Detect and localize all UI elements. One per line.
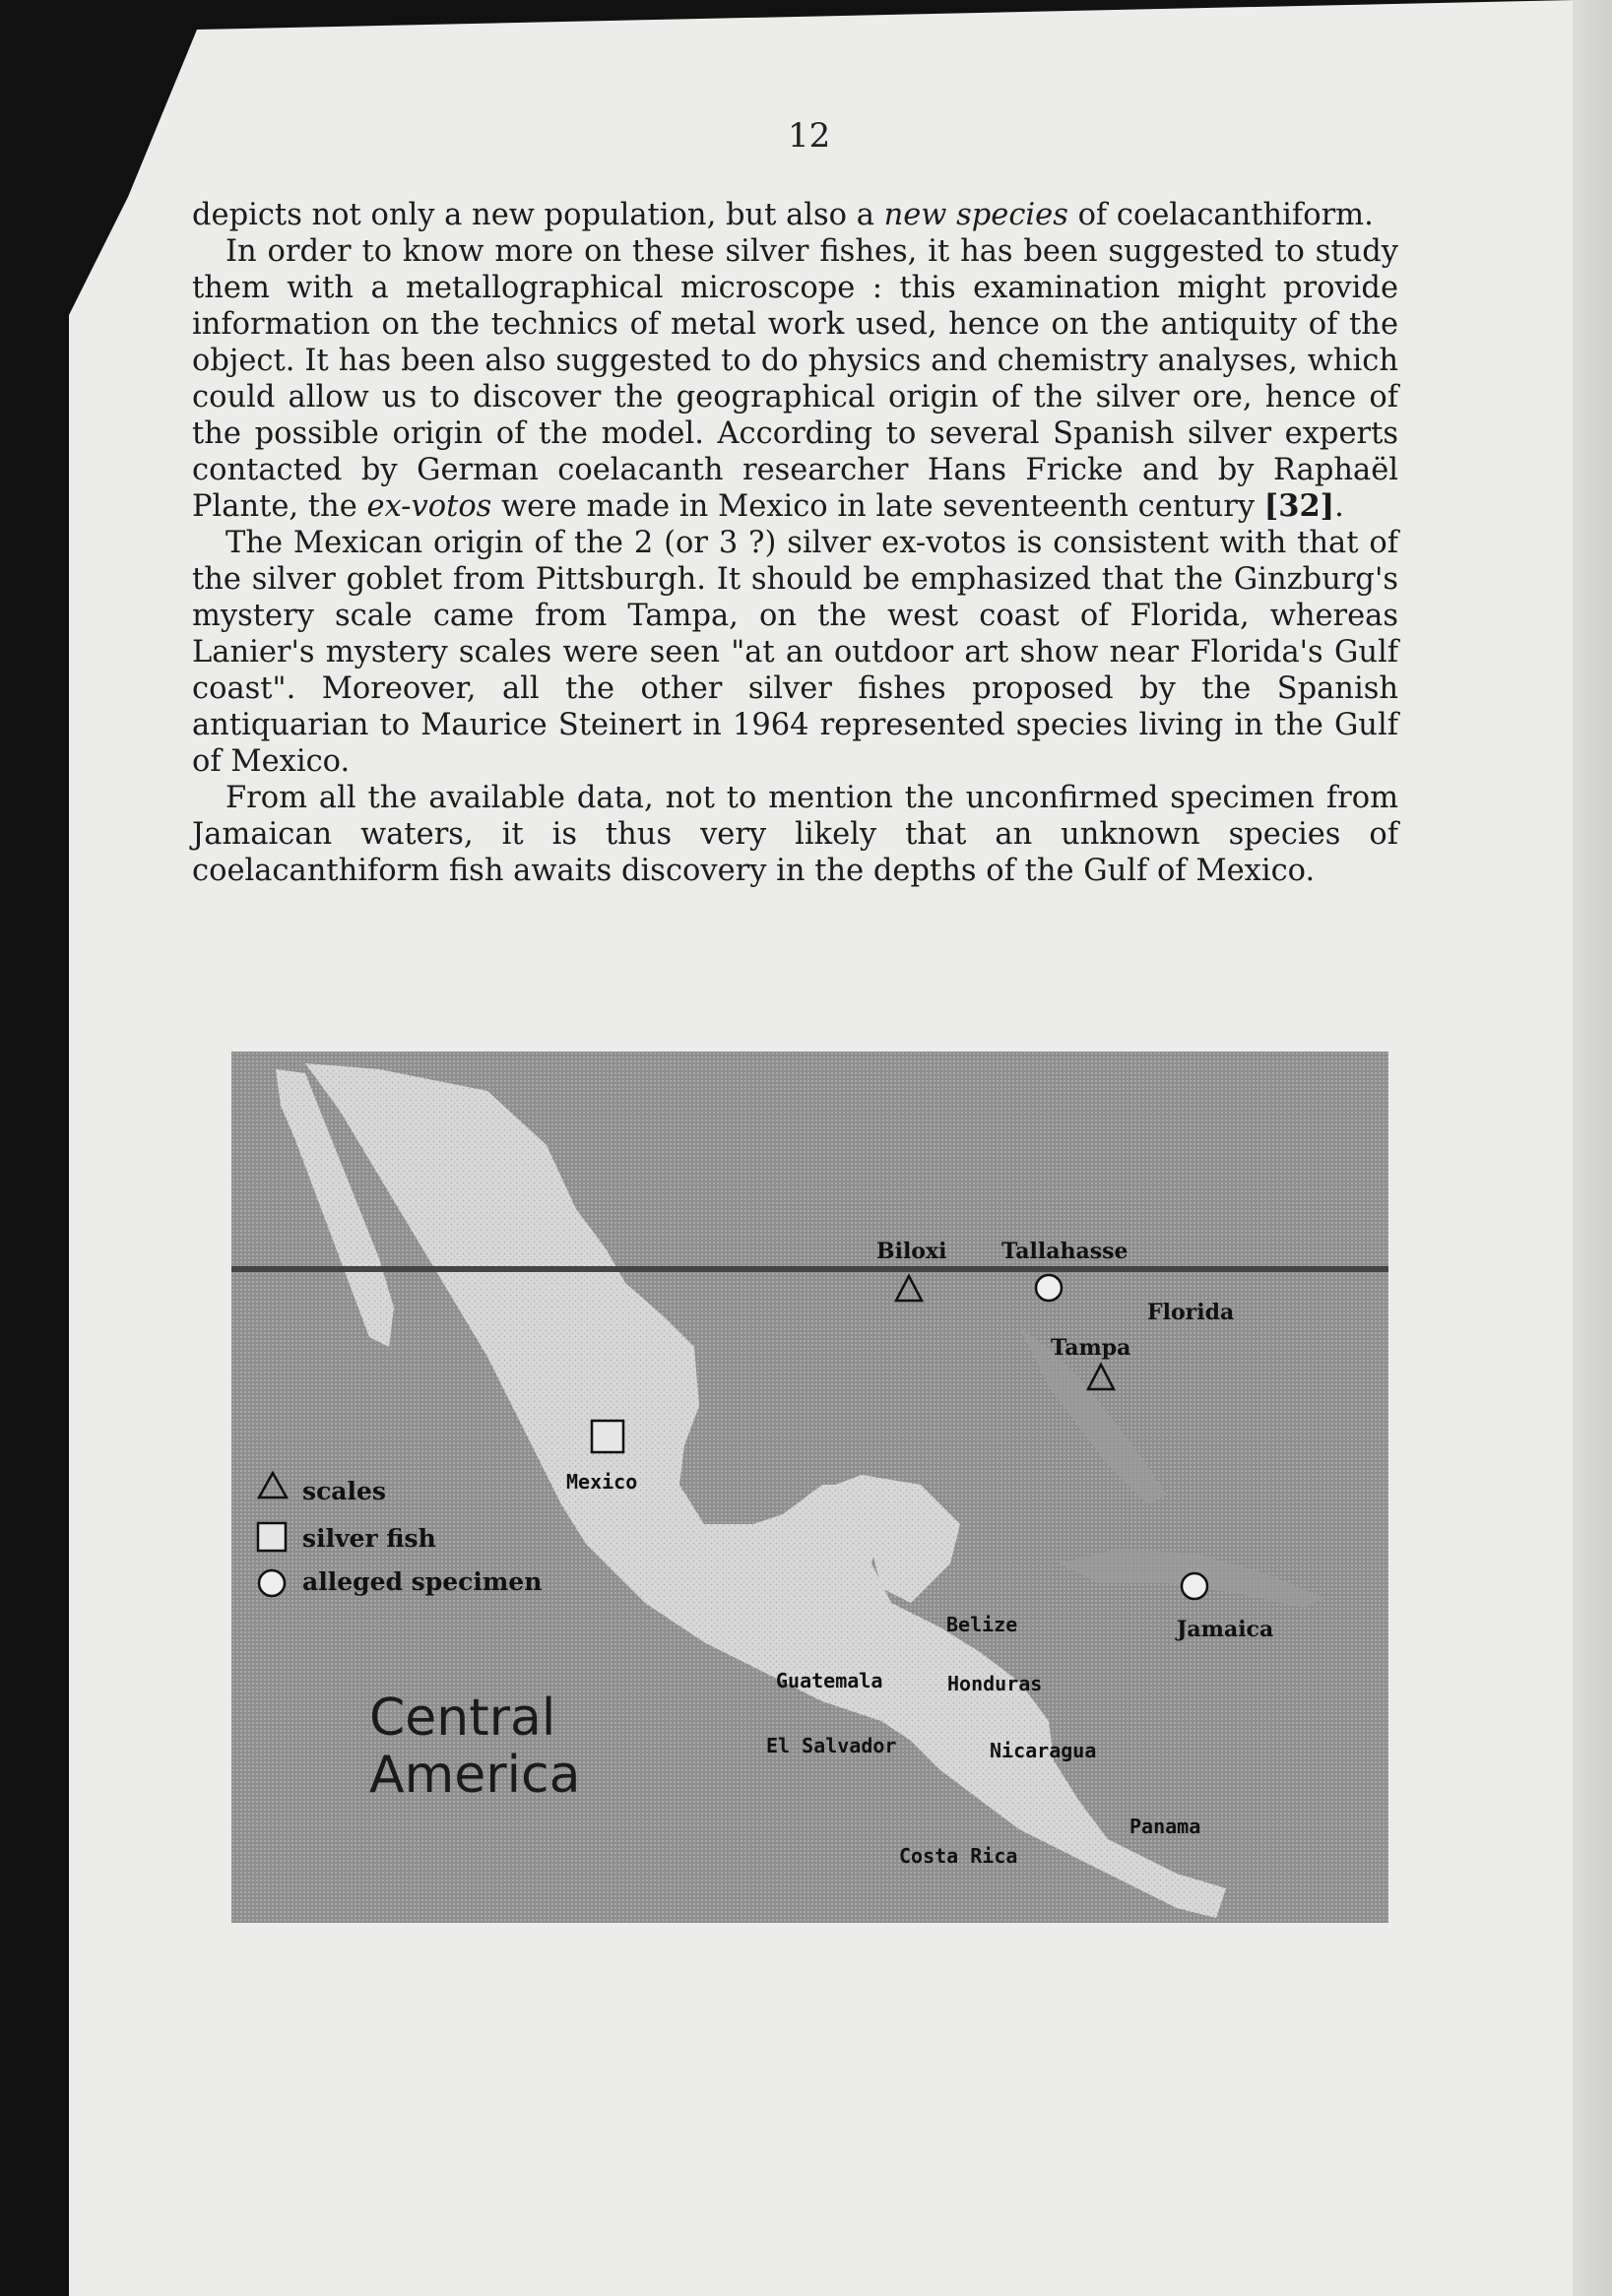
alleged-specimen-marker-tallahasse <box>1036 1275 1062 1301</box>
page-edge <box>1573 0 1612 2296</box>
latitude-line <box>231 1266 1388 1272</box>
paragraph-2: In order to know more on these silver fishes, it has been suggested to study them with a metallographical microscope : this examination might provide information on the technics of metal work used, hence on the antiquity of the object. It has been also suggested to do physics and chemistry analyses, which could allow us to discover the geographical origin of the silver ore, hence of the possible origin of the model. According to several Spanish silver experts contacted by German coelacanth researcher Hans Fricke and by Raphaël Plante, the ex-votos were made in Mexico in late seventeenth century [32]. <box>192 234 1398 524</box>
label-guatemala: Guatemala <box>776 1669 883 1692</box>
reference-32: [32] <box>1263 488 1335 524</box>
paragraph-3: The Mexican origin of the 2 (or 3 ?) silver ex-votos is consistent with that of the silver goblet from Pittsburgh. It should be emphasized that the Ginzburg's mystery scale came from Tampa, on the west coast of Florida, whereas Lanier's mystery scales were seen "at an outdoor art show near Florida's Gulf coast". Moreover, all the other silver fishes proposed by the Spanish antiquarian to Maurice Steinert in 1964 represented species living in the Gulf of Mexico. <box>192 526 1398 779</box>
scales-marker-biloxi <box>896 1276 922 1301</box>
label-honduras: Honduras <box>947 1672 1043 1695</box>
gulf-of-mexico-map <box>231 1052 1388 1923</box>
label-nicaragua: Nicaragua <box>990 1739 1097 1762</box>
silver-fish-marker-mexico <box>592 1421 623 1452</box>
label-tampa: Tampa <box>1051 1335 1131 1361</box>
label-costa-rica: Costa Rica <box>899 1844 1018 1868</box>
body-text <box>192 197 1398 889</box>
legend-scales: scales <box>302 1477 386 1505</box>
paragraph-4: From all the available data, not to mention the unconfirmed specimen from Jamaican waters, it is thus very likely that an unknown species of coelacanthiform fish awaits discovery in the depths of the Gulf of Mexico. <box>192 781 1398 888</box>
legend-square <box>258 1523 286 1551</box>
label-tallahasse: Tallahasse <box>1001 1239 1128 1264</box>
label-belize: Belize <box>946 1613 1018 1636</box>
legend-circle <box>259 1570 285 1596</box>
label-mexico: Mexico <box>566 1470 638 1494</box>
label-florida: Florida <box>1147 1300 1235 1325</box>
label-jamaica: Jamaica <box>1177 1617 1274 1642</box>
legend-triangle <box>259 1473 287 1498</box>
legend-silver-fish: silver fish <box>302 1524 436 1553</box>
scales-marker-tampa <box>1088 1365 1114 1389</box>
legend-alleged-specimen: alleged specimen <box>302 1567 543 1596</box>
region-title: Central America <box>369 1689 581 1805</box>
alleged-specimen-marker-jamaica <box>1182 1573 1207 1599</box>
label-el-salvador: El Salvador <box>766 1734 897 1757</box>
label-panama: Panama <box>1129 1815 1201 1838</box>
label-biloxi: Biloxi <box>876 1239 947 1264</box>
paragraph-1: depicts not only a new population, but also a new species of coelacanthiform. <box>192 198 1374 232</box>
page-number: 12 <box>788 116 831 156</box>
